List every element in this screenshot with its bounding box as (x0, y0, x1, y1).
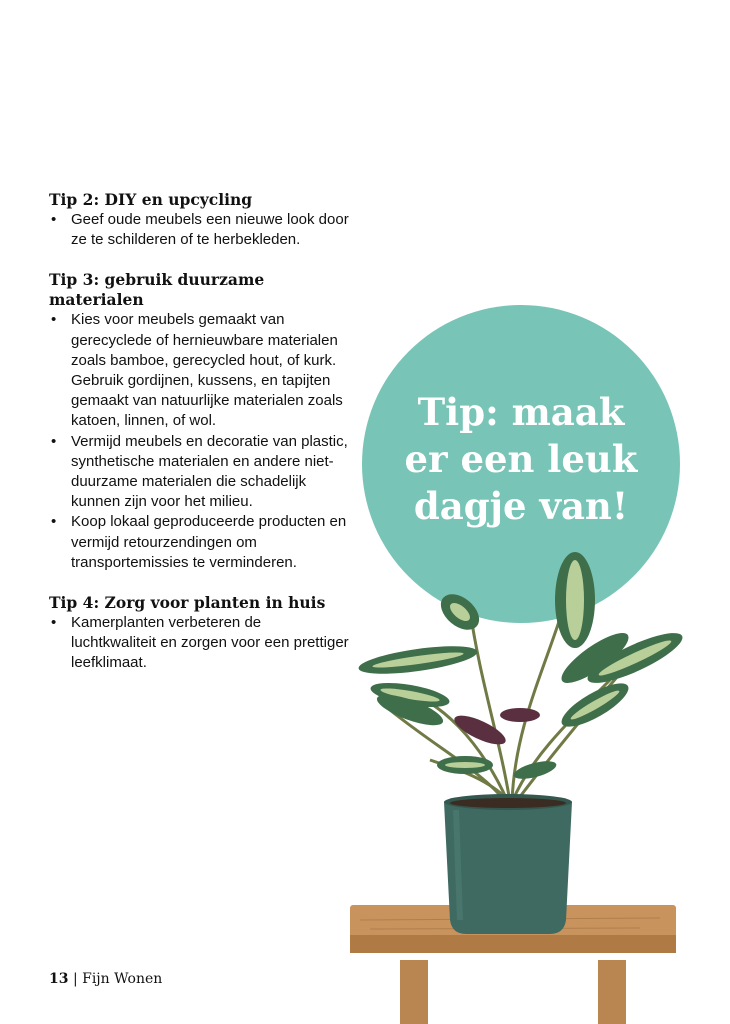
tips-column (49, 190, 349, 694)
bullet-item: • Koop lokaal geproduceerde producten en vermijd retourzendingen om transportemissies te verminderen. (49, 512, 349, 573)
plant-on-stool-illustration (340, 540, 700, 1024)
page-number: 13 (49, 971, 69, 987)
plant-leaves (357, 552, 688, 782)
bullet-item: • Kies voor meubels gemaakt van gerecyclede of hernieuwbare materialen zoals bamboe, gerecycled hout, of kurk. Gebruik gordijnen, kussens, en tapijten gemaakt van natuurlijke materialen zoals katoen, linnen, of wol. (49, 310, 349, 431)
footer-separator: | (72, 971, 78, 987)
bullet-list (49, 210, 349, 250)
bullet-item: • Kamerplanten verbeteren de luchtkwaliteit en zorgen voor een prettiger leefklimaat. (49, 613, 349, 674)
tip-heading: Tip 3: gebruik duurzame materialen (49, 270, 265, 310)
bullet-item: • Geef oude meubels een nieuwe look door ze te schilderen of te herbekleden. (49, 210, 349, 250)
bullet-list (49, 310, 349, 573)
bullet-item: • Vermijd meubels en decoratie van plastic, synthetische materialen en andere niet-duurzame materialen die schadelijk kunnen zijn voor het milieu. (49, 432, 349, 513)
plant-pot (444, 794, 572, 934)
publication-name: Fijn Wonen (82, 971, 163, 987)
page-footer (49, 971, 162, 987)
tip-section (49, 190, 349, 250)
callout-text: Tip: maak er een leuk dagje van! (404, 389, 638, 528)
bullet-list (49, 613, 349, 674)
tip-heading: Tip 4: Zorg voor planten in huis (49, 593, 326, 613)
tip-heading: Tip 2: DIY en upcycling (49, 190, 253, 209)
tip-section (49, 593, 349, 674)
tip-section (49, 270, 349, 573)
